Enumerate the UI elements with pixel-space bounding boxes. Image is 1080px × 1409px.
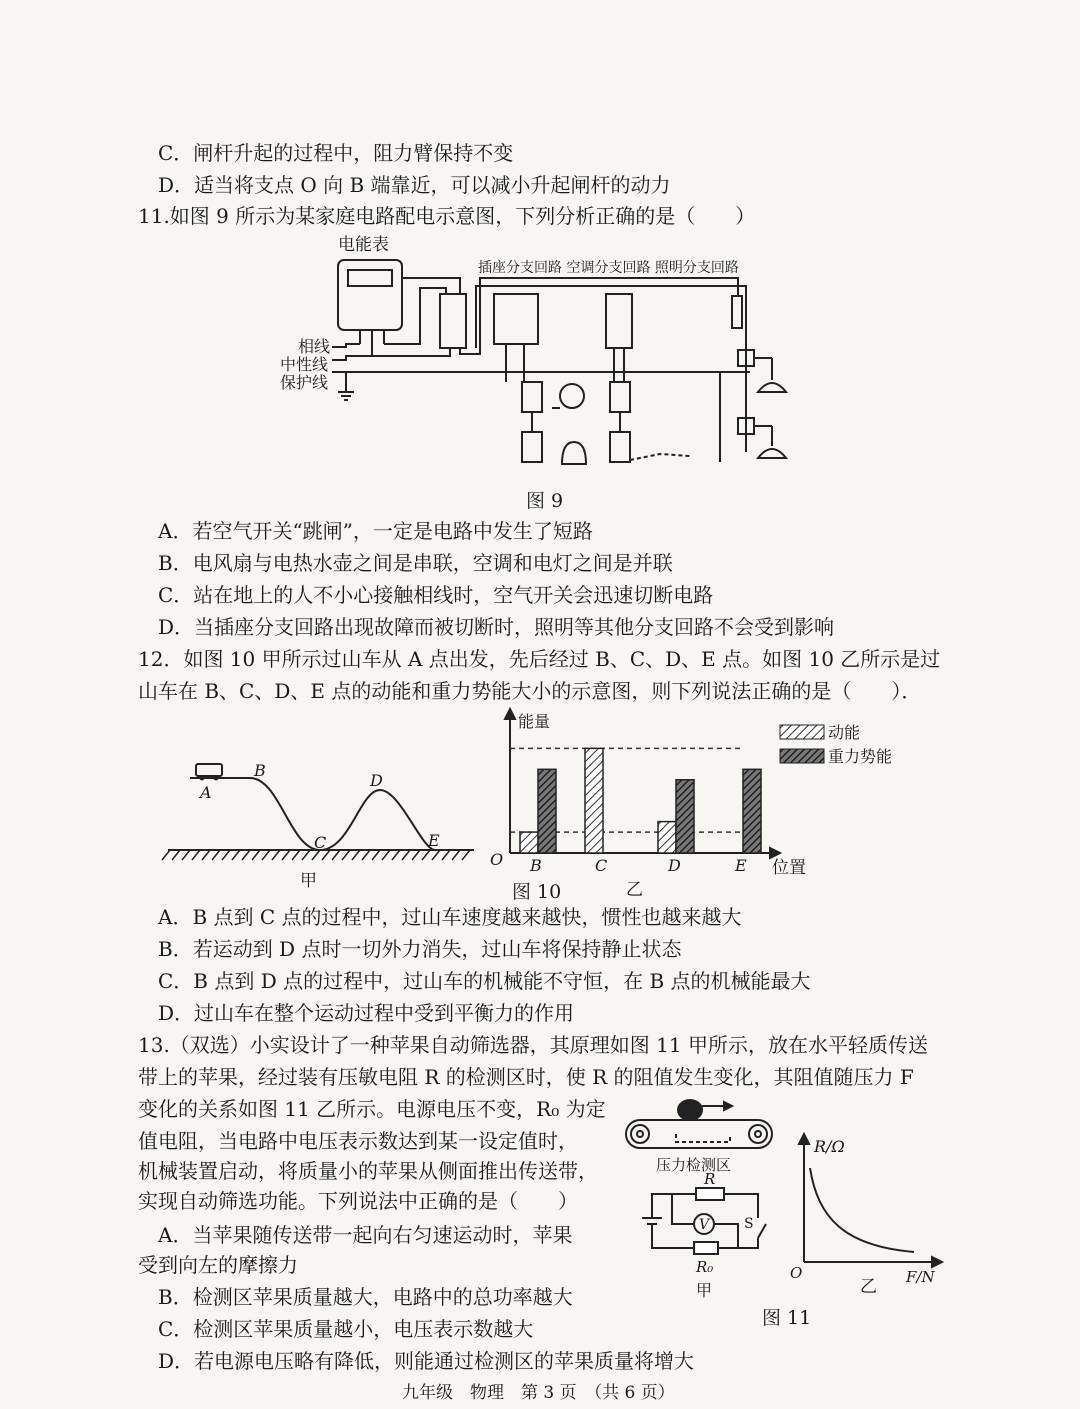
point-E: E: [428, 831, 440, 850]
energy-bar-chart: [480, 705, 920, 905]
q13-option-a-2: 受到向左的摩擦力: [138, 1253, 298, 1277]
apparatus-label-jia: 甲: [696, 1281, 713, 1300]
q11-option-a: A．若空气开关“跳闸”，一定是电路中发生了短路: [158, 519, 593, 543]
meter-label: 电能表: [338, 235, 389, 255]
legend-swatch-ke: [780, 725, 824, 739]
x-tick-C: C: [595, 856, 608, 875]
x-tick-E: E: [735, 856, 747, 875]
figure-11-apparatus: [620, 1092, 790, 1322]
chart-ylabel: 能量: [518, 712, 551, 731]
curve-ylabel: R/Ω: [814, 1137, 845, 1156]
q12-option-b: B．若运动到 D 点时一切外力消失，过山车将保持静止状态: [158, 937, 682, 961]
figure-11-caption: 图 11: [762, 1307, 812, 1329]
q13-stem-4: 值电阻，当电路中电压表示数达到某一设定值时，: [138, 1129, 578, 1153]
q11-option-b: B．电风扇与电热水壶之间是串联，空调和电灯之间是并联: [158, 551, 673, 575]
q10-option-d: D．适当将支点 O 向 B 端靠近，可以减小升起闸杆的动力: [158, 173, 671, 197]
chart-xlabel: 位置: [772, 858, 806, 878]
pressure-zone-label: 压力检测区: [656, 1156, 732, 1174]
figure-10-caption: 图 10: [512, 881, 562, 903]
figure-9-circuit: [280, 232, 800, 484]
voltmeter-label: V: [699, 1217, 710, 1233]
curve-label-yi: 乙: [860, 1277, 877, 1297]
legend-ke: 动能: [828, 723, 861, 742]
q13-stem-2: 带上的苹果，经过装有压敏电阻 R 的检测区时，使 R 的阻值发生变化，其阻值随压力 F: [138, 1065, 914, 1089]
q12-option-a: A．B 点到 C 点的过程中，过山车速度越来越快，惯性也越来越大: [158, 905, 742, 929]
x-tick-D: D: [668, 856, 681, 875]
resistor-R0-label: R₀: [696, 1258, 714, 1276]
x-tick-B: B: [530, 856, 542, 875]
point-A: A: [200, 783, 212, 802]
ground-wire-label: 保护线: [280, 373, 329, 392]
q13-option-c: C．检测区苹果质量越小，电压表示数越大: [158, 1317, 534, 1341]
q12-stem-1: 12．如图 10 甲所示过山车从 A 点出发，先后经过 B、C、D、E 点。如图 10 乙所示是过: [138, 647, 941, 671]
q11-stem: 11.如图 9 所示为某家庭电路配电示意图，下列分析正确的是（ ）: [138, 204, 756, 228]
q13-option-d: D．若电源电压略有降低，则能通过检测区的苹果质量将增大: [158, 1349, 695, 1373]
q13-stem-1: 13.（双选）小实设计了一种苹果自动筛选器，其原理如图 11 甲所示，放在水平轻质传送: [138, 1033, 928, 1057]
resistor-R-label: R: [704, 1170, 716, 1188]
point-C: C: [314, 833, 327, 852]
q13-stem-6: 实现自动筛选功能。下列说法中正确的是（ ）: [138, 1189, 578, 1213]
chart-label-yi: 乙: [626, 880, 643, 900]
neutral-wire-label: 中性线: [280, 355, 329, 374]
bar-E-potential: [743, 769, 761, 853]
q10-option-c: C．闸杆升起的过程中，阻力臂保持不变: [158, 141, 514, 165]
q12-option-d: D．过山车在整个运动过程中受到平衡力的作用: [158, 1001, 575, 1025]
q12-option-c: C．B 点到 D 点的过程中，过山车的机械能不守恒，在 B 点的机械能最大: [158, 969, 811, 993]
q11-option-c: C．站在地上的人不小心接触相线时，空气开关会迅速切断电路: [158, 583, 714, 607]
legend-swatch-pe: [780, 749, 824, 763]
q13-option-b: B．检测区苹果质量越大，电路中的总功率越大: [158, 1285, 573, 1309]
live-wire-label: 相线: [298, 337, 331, 356]
track-figure-label: 甲: [300, 871, 317, 890]
point-B: B: [254, 761, 266, 780]
q13-stem-5: 机械装置启动，将质量小的苹果从侧面推出传送带，: [138, 1159, 598, 1183]
branch-labels: 插座分支回路 空调分支回路 照明分支回路: [478, 260, 739, 276]
point-D: D: [370, 771, 383, 790]
figure-9-caption: 图 9: [526, 490, 564, 512]
curve-origin: O: [790, 1264, 803, 1282]
q11-option-d: D．当插座分支回路出现故障而被切断时，照明等其他分支回路不会受到影响: [158, 615, 835, 639]
bar-C-kinetic: [585, 748, 603, 853]
legend-pe: 重力势能: [828, 747, 893, 766]
q13-stem-3: 变化的关系如图 11 乙所示。电源电压不变，R₀ 为定: [138, 1097, 606, 1121]
q13-option-a-1: A．当苹果随传送带一起向右匀速运动时，苹果: [158, 1223, 573, 1247]
figure-10-track: [160, 750, 480, 890]
chart-origin: O: [490, 850, 504, 869]
bar-B-potential: [538, 769, 556, 853]
bar-D-kinetic: [658, 822, 676, 853]
bar-D-potential: [676, 780, 694, 853]
switch-label: S: [744, 1216, 754, 1232]
bar-B-kinetic: [520, 832, 538, 853]
q12-stem-2: 山车在 B、C、D、E 点的动能和重力势能大小的示意图，则下列说法正确的是（ ）．: [138, 679, 922, 703]
curve-xlabel: F/N: [906, 1268, 935, 1286]
page-footer: 九年级 物理 第 3 页 （共 6 页）: [402, 1383, 675, 1403]
figure-11-curve: [784, 1128, 954, 1298]
